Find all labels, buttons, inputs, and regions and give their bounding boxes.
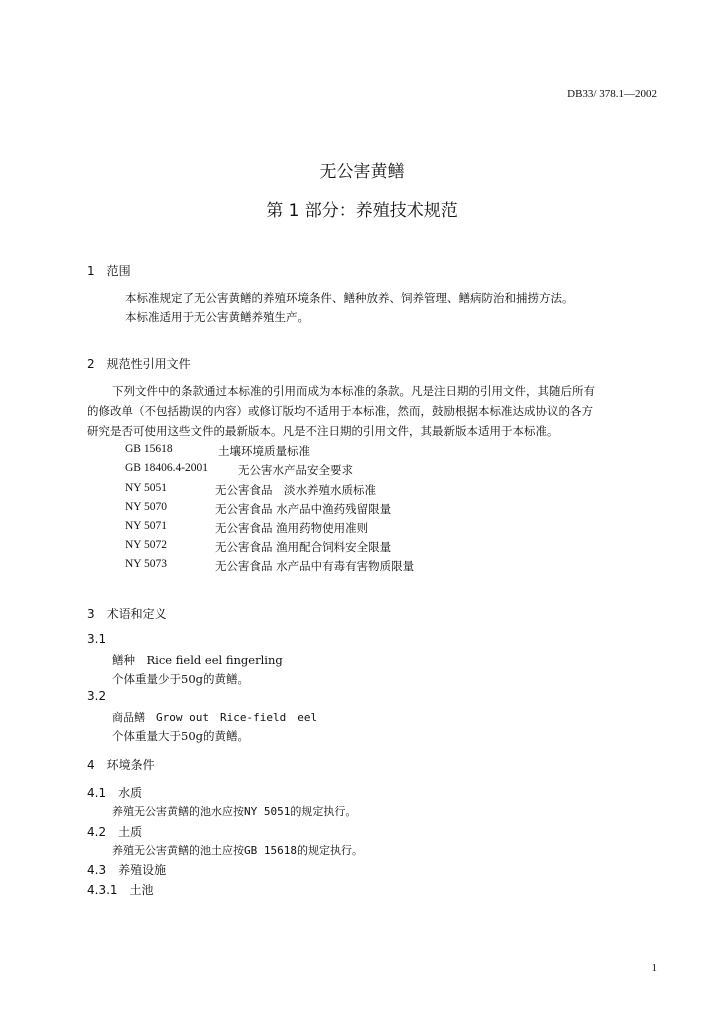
document-subtitle: 第 1 部分：养殖技术规范 [266, 201, 458, 221]
ref-code: NY 5071 [125, 520, 168, 532]
ref-title: 无公害食品 渔用配合饲料安全限量 [215, 540, 392, 554]
ref-code: NY 5073 [125, 558, 168, 570]
section-2-intro-line-1: 下列文件中的条款通过本标准的引用而成为本标准的条款。凡是注日期的引用文件，其随后所有 [112, 384, 595, 398]
section-2-intro-line-2: 的修改单（不包括勘误的内容）或修订版均不适用于本标准，然而，鼓励根据本标准达成协议的各方 [87, 404, 593, 418]
definition-3-2-number: 3.2 [87, 689, 107, 703]
ref-title: 无公害食品 水产品中渔药残留限量 [215, 502, 392, 516]
ref-title: 无公害食品 淡水养殖水质标准 [215, 483, 376, 497]
definition-3-1-term: 鳝种 Rice field eel fingerling [112, 653, 283, 667]
section-4-2-text: 养殖无公害黄鳝的池土应按GB 15618的规定执行。 [112, 844, 363, 857]
section-4-1-heading: 4.1 水质 [87, 786, 143, 800]
section-1-paragraph-1: 本标准规定了无公害黄鳝的养殖环境条件、鳝种放养、饲养管理、鳝病防治和捕捞方法。 [125, 291, 574, 305]
section-4-1-text: 养殖无公害黄鳝的池水应按NY 5051的规定执行。 [112, 805, 357, 818]
ref-code: NY 5051 [125, 482, 168, 494]
ref-title: 无公害食品 水产品中有毒有害物质限量 [215, 559, 415, 573]
section-1-heading: 1 范围 [87, 264, 131, 278]
document-title: 无公害黄鳝 [319, 162, 405, 182]
ref-code: GB 18406.4-2001 [125, 462, 209, 474]
section-1-paragraph-2: 本标准适用于无公害黄鳝养殖生产。 [125, 310, 309, 324]
ref-code: NY 5070 [125, 501, 168, 513]
definition-3-1-number: 3.1 [87, 632, 107, 646]
section-2-intro-line-3: 研究是否可使用这些文件的最新版本。凡是不注日期的引用文件，其最新版本适用于本标准。 [87, 424, 559, 438]
section-4-2-heading: 4.2 土质 [87, 825, 143, 839]
definition-3-2-text: 个体重量大于50g的黄鳝。 [112, 729, 249, 743]
section-3-heading: 3 术语和定义 [87, 607, 167, 621]
section-4-3-1-heading: 4.3.1 土池 [87, 883, 154, 897]
ref-title: 无公害食品 渔用药物使用准则 [215, 521, 369, 535]
section-4-heading: 4 环境条件 [87, 758, 155, 772]
section-2-heading: 2 规范性引用文件 [87, 357, 191, 371]
standard-number: DB33/ 378.1—2002 [567, 88, 657, 100]
section-4-3-heading: 4.3 养殖设施 [87, 863, 167, 877]
ref-title: 土壤环境质量标准 [218, 444, 310, 458]
ref-code: GB 15618 [125, 443, 173, 455]
page-number: 1 [651, 962, 657, 974]
definition-3-1-text: 个体重量少于50g的黄鳝。 [112, 672, 249, 686]
ref-code: NY 5072 [125, 539, 168, 551]
definition-3-2-term: 商品鳝 Grow out Rice-field eel [112, 711, 318, 724]
ref-title: 无公害水产品安全要求 [238, 463, 353, 477]
